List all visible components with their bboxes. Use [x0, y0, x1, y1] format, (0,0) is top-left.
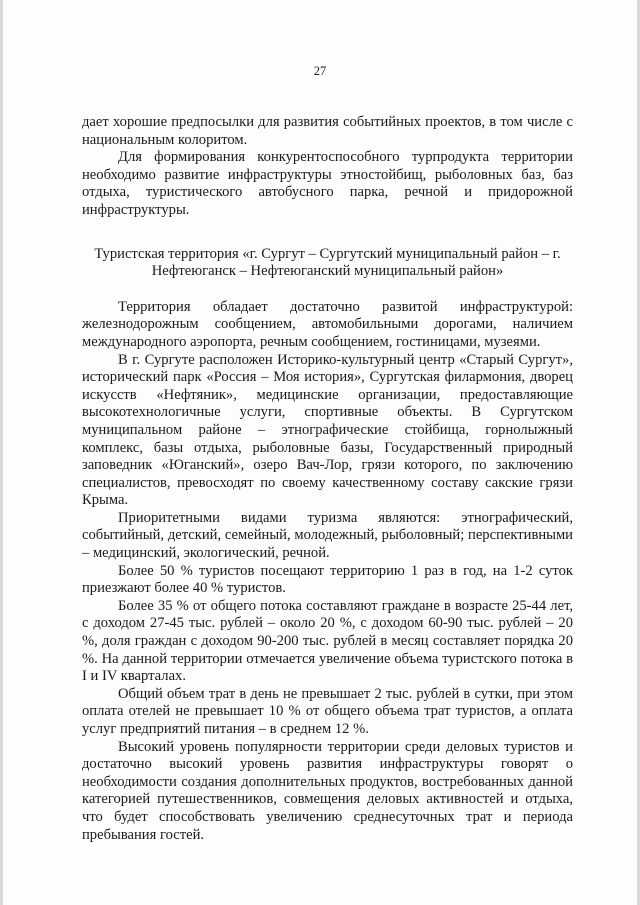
paragraph-demographics: Более 35 % от общего потока составляют граждане в возрасте 25-44 лет, с доходом 27-45 тыс. рублей – около 20 %, с доходом 60-90 тыс. рублей – 20 %, доля граждан с доходом 90-200 тыс. рублей в месяц составляет порядка 20 %. На данной территории отмечается увеличение объема туристского потока в I и IV кварталах. [82, 597, 573, 685]
page-content [82, 114, 573, 844]
paragraph-spending: Общий объем трат в день не превышает 2 тыс. рублей в сутки, при этом оплата отелей не превышает 10 % от общего объема трат туристов, а оплата услуг предприятий питания – в среднем 12 %. [82, 685, 573, 737]
page-number: 27 [313, 64, 327, 78]
paragraph-territory: Территория обладает достаточно развитой инфраструктурой: железнодорожным сообщением, автомобильными дорогами, наличием международного аэропорта, речным сообщением, гостиницами, музеями. [82, 298, 573, 350]
paragraph-surgut: В г. Сургуте расположен Историко-культурный центр «Старый Сургут», исторический парк «Россия – Моя история», Сургутская филармония, дворец искусств «Нефтяник», медицинские организации, предоставляющие высокотехнологичные услуги, спортивные объекты. В Сургутском муниципальном районе – этнографические стойбища, горнолыжный комплекс, базы отдыха, рыболовные базы, Государственный природный заповедник «Юганский», озеро Вач-Лор, грязи которого, по заключению специалистов, превосходят по своему качественному составу сакские грязи Крыма. [82, 351, 573, 509]
paragraph-business-tourists: Высокий уровень популярности территории среди деловых туристов и достаточно высокий уровень развития инфраструктуры говорят о необходимости создания дополнительных продуктов, востребованных данной категорией путешественников, совмещения деловых активностей и отдыха, что будет способствовать увеличению среднесуточных трат и периода пребывания гостей. [82, 738, 573, 843]
scan-edge-left [0, 0, 3, 905]
section-heading: Туристская территория «г. Сургут – Сургутский муниципальный район – г. Нефтеюганск – Нефтеюганский муниципальный район» [94, 245, 561, 280]
paragraph-visit-frequency: Более 50 % туристов посещают территорию 1 раз в год, на 1-2 суток приезжают более 40 % туристов. [82, 562, 573, 597]
paragraph-continuation: дает хорошие предпосылки для развития событийных проектов, в том числе с национальным колоритом. [82, 114, 573, 148]
paragraph-infrastructure: Для формирования конкурентоспособного турпродукта территории необходимо развитие инфраструктуры этностойбищ, рыболовных баз, баз отдыха, туристического автобусного парка, речной и придорожной инфраструктуры. [82, 149, 573, 218]
paragraph-priority-tourism: Приоритетными видами туризма являются: этнографический, событийный, детский, семейный, молодежный, рыболовный; перспективными – медицинский, экологический, речной. [82, 509, 573, 562]
